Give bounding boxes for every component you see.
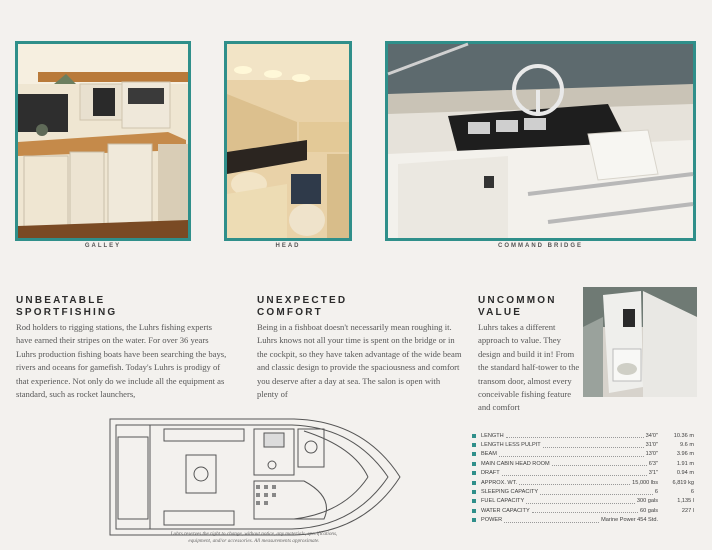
spec-metric-value: 6,819 kg — [672, 479, 694, 486]
spec-metric-value: 6 — [690, 489, 694, 496]
specifications-list — [472, 431, 694, 525]
leader-dots — [526, 499, 635, 504]
spec-row — [472, 478, 694, 487]
galley-illustration — [18, 44, 188, 238]
section-body-comfort: Being in a fishboat doesn't necessarily mean roughing it. Luhrs knows not all your time is spent on the bridge or in the cockpit, so they have taken advantage of the wide beam and classic design to provide the spaciousness and comfort you deserve after a day at sea. The salon is open with plenty of — [257, 322, 462, 400]
section-heading-sportfishing — [16, 295, 216, 319]
leader-dots — [506, 433, 644, 438]
spec-label: SLEEPING CAPACITY — [481, 489, 539, 496]
spec-label: MAIN CABIN HEAD ROOM — [481, 460, 550, 467]
spec-row — [472, 459, 694, 468]
spec-imperial-value: 34'0" — [645, 432, 658, 439]
bullet-icon — [472, 443, 476, 447]
spec-label: DRAFT — [481, 470, 500, 477]
bullet-icon — [472, 499, 476, 503]
spec-metric-value: 9.6 m — [680, 442, 694, 449]
spec-row — [472, 497, 694, 506]
spec-metric-value: 1.91 m — [676, 460, 694, 467]
section-body-value: Luhrs takes a different approach to value. They design and build it in! From the standard half-tower to the transom door, almost every conceivable fishing feature and comfort — [478, 322, 580, 413]
deck-plan-diagram — [104, 407, 404, 547]
bullet-icon — [472, 462, 476, 466]
spec-label: POWER — [481, 517, 503, 524]
spec-imperial-value: 15,000 lbs — [632, 479, 658, 486]
spec-metric-value: 10.36 m — [673, 432, 694, 439]
spec-label: WATER CAPACITY — [481, 507, 530, 514]
heading-line: COMFORT — [257, 307, 323, 318]
bullet-icon — [472, 452, 476, 456]
spec-label: LENGTH LESS PULPIT — [481, 442, 541, 449]
cockpit-illustration — [583, 287, 697, 397]
galley-caption: GALLEY — [84, 243, 122, 249]
section-body-sportfishing: Rod holders to rigging stations, the Luhrs fishing experts have earned their stripes on the water. For over 36 years Luhrs production fishing boats have been searching the bays, rivers and oceans for gamefish. Today's Luhrs is prodigy of that experience. Not only do we include all the equipment as standard, such as rocket launchers, — [16, 322, 227, 400]
spec-imperial-value: 300 gals — [636, 498, 658, 505]
bullet-icon — [472, 434, 476, 438]
section-heading-comfort — [257, 295, 457, 319]
spec-row — [472, 440, 694, 449]
bullet-icon — [472, 490, 476, 494]
spec-label: LENGTH — [481, 432, 504, 439]
spec-label: BEAM — [481, 451, 497, 458]
spec-imperial-value: 3'1" — [648, 470, 658, 477]
spec-metric-value: 1,135 l — [677, 498, 694, 505]
spec-row — [472, 516, 694, 525]
spec-metric-value: 0.94 m — [676, 470, 694, 477]
command-bridge-photo — [385, 41, 696, 241]
spec-metric-value: 3.96 m — [676, 451, 694, 458]
disclaimer-text: Luhrs reserves the right to change, without notice, any materials, specifications, equipment, and/or accessories. All measurements approximate. — [170, 531, 338, 544]
leader-dots — [504, 518, 599, 523]
bullet-icon — [472, 481, 476, 485]
spec-label: FUEL CAPACITY — [481, 498, 525, 505]
cockpit-photo — [583, 287, 697, 397]
spec-row — [472, 506, 694, 515]
spec-label: APPROX. WT. — [481, 479, 518, 486]
heading-line: UNCOMMON — [478, 295, 557, 306]
head-caption: HEAD — [275, 243, 301, 249]
bullet-icon — [472, 471, 476, 475]
section-heading-value — [478, 295, 598, 319]
command-bridge-caption: COMMAND BRIDGE — [498, 243, 583, 249]
spec-row — [472, 431, 694, 440]
heading-line: UNBEATABLE — [16, 295, 106, 306]
heading-line: UNEXPECTED — [257, 295, 348, 306]
leader-dots — [502, 471, 647, 476]
spec-imperial-value: 6'3" — [648, 460, 658, 467]
spec-imperial-value: 60 gals — [639, 507, 658, 514]
leader-dots — [519, 480, 630, 485]
leader-dots — [532, 508, 638, 513]
galley-photo — [15, 41, 191, 241]
leader-dots — [543, 443, 644, 448]
spec-imperial-value: 13'0" — [645, 451, 658, 458]
spec-imperial-value: 6 — [654, 489, 658, 496]
heading-line: SPORTFISHING — [16, 307, 118, 318]
bullet-icon — [472, 509, 476, 513]
head-photo — [224, 41, 352, 241]
leader-dots — [540, 490, 653, 495]
leader-dots — [499, 452, 644, 457]
head-illustration — [227, 44, 349, 238]
spec-metric-value: 227 l — [681, 507, 694, 514]
spec-row — [472, 487, 694, 496]
spec-row — [472, 469, 694, 478]
command-bridge-illustration — [388, 44, 693, 238]
bullet-icon — [472, 518, 476, 522]
heading-line: VALUE — [478, 307, 523, 318]
spec-row — [472, 450, 694, 459]
spec-imperial-value: 31'0" — [645, 442, 658, 449]
leader-dots — [552, 461, 647, 466]
spec-imperial-value: Marine Power 454 Std. — [601, 517, 658, 524]
